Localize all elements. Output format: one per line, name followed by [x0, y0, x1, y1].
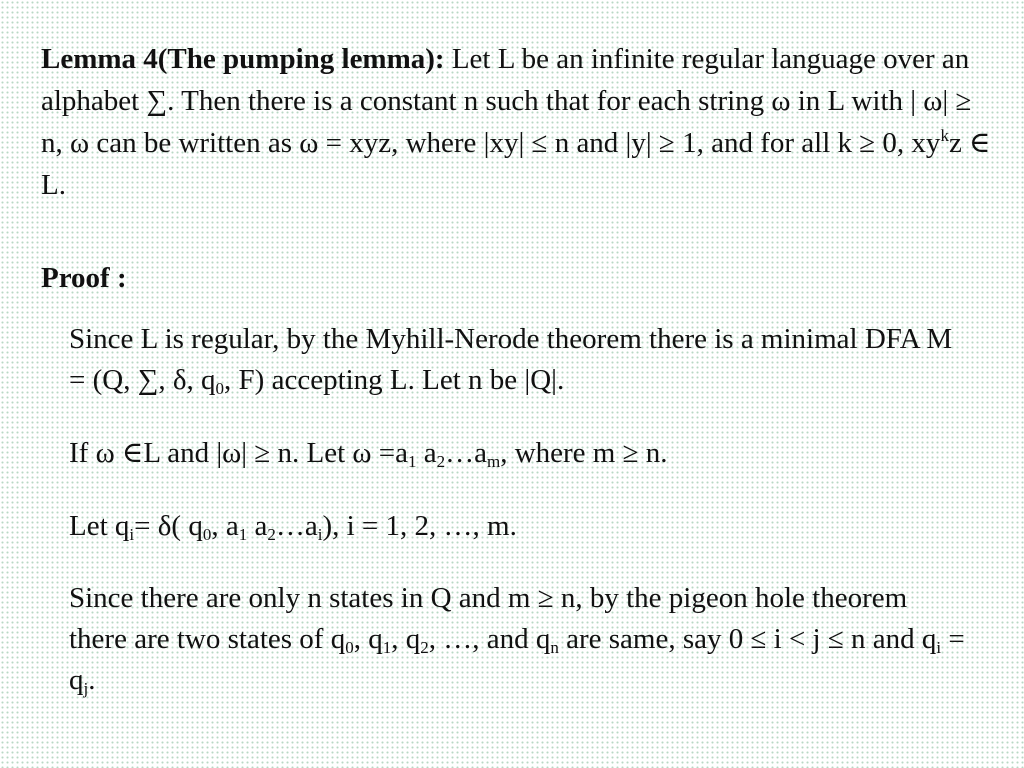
lemma-text: z ∈ L. [41, 127, 991, 201]
proof-paragraph-1 [69, 319, 969, 401]
proof-text: are same, say 0 ≤ i < j ≤ n and q [558, 623, 937, 655]
subscript: 2 [267, 525, 276, 544]
proof-text: = δ( q [134, 510, 203, 542]
subscript: m [486, 452, 501, 471]
proof-text: = q [69, 623, 965, 696]
proof-paragraph-2 [69, 433, 969, 474]
subscript: 0 [202, 525, 212, 544]
subscript: 1 [382, 638, 392, 657]
proof-text: , …, and q [428, 623, 551, 655]
lemma-statement [41, 38, 991, 206]
subscript: 1 [407, 452, 417, 471]
subscript: 2 [420, 638, 429, 657]
proof-text: …a [275, 510, 318, 542]
proof-text: ), i = 1, 2, …, m. [322, 510, 517, 542]
proof-text: , a [211, 510, 239, 542]
subscript: i [936, 638, 942, 657]
subscript: i [129, 525, 135, 544]
proof-text: . [88, 664, 96, 696]
proof-title: Proof : [41, 262, 127, 294]
proof-text: , q [391, 623, 421, 655]
subscript: n [550, 638, 559, 657]
lemma-title: Lemma 4(The pumping lemma): [41, 43, 445, 75]
subscript: i [317, 525, 323, 544]
proof-text: , where m ≥ n. [500, 437, 668, 469]
subscript: 1 [238, 525, 248, 544]
proof-text: Since there are only n states in Q and m ≥ n, by the pigeon hole theorem there are two states of q [69, 582, 908, 655]
proof-text: Since L is regular, by the Myhill-Nerode theorem there is a minimal DFA M = (Q, ∑, δ, q [69, 323, 953, 396]
proof-text: a [247, 510, 268, 542]
proof-text: , F) accepting L. Let n be |Q|. [224, 364, 565, 396]
proof-text: If ω ∈L and |ω| ≥ n. Let ω =a [69, 437, 408, 469]
proof-text: a [416, 437, 437, 469]
proof-paragraph-3 [69, 506, 969, 547]
subscript: 2 [436, 452, 446, 471]
subscript: j [83, 679, 89, 698]
proof-text: Let q [69, 510, 130, 542]
proof-paragraph-4 [69, 578, 969, 701]
proof-text: , q [353, 623, 383, 655]
lemma-text: Let L be an infinite regular language over an alphabet ∑. Then there is a constant n such that for each string ω in L with | ω| ≥ n, ω can be written as ω = xyz, where |xy| ≤ n and |y| ≥ 1, and for all k ≥ 0, xy [41, 43, 972, 159]
subscript: 0 [345, 638, 354, 657]
superscript: k [940, 126, 949, 145]
proof-text: …a [445, 437, 487, 469]
subscript: 0 [215, 379, 225, 398]
